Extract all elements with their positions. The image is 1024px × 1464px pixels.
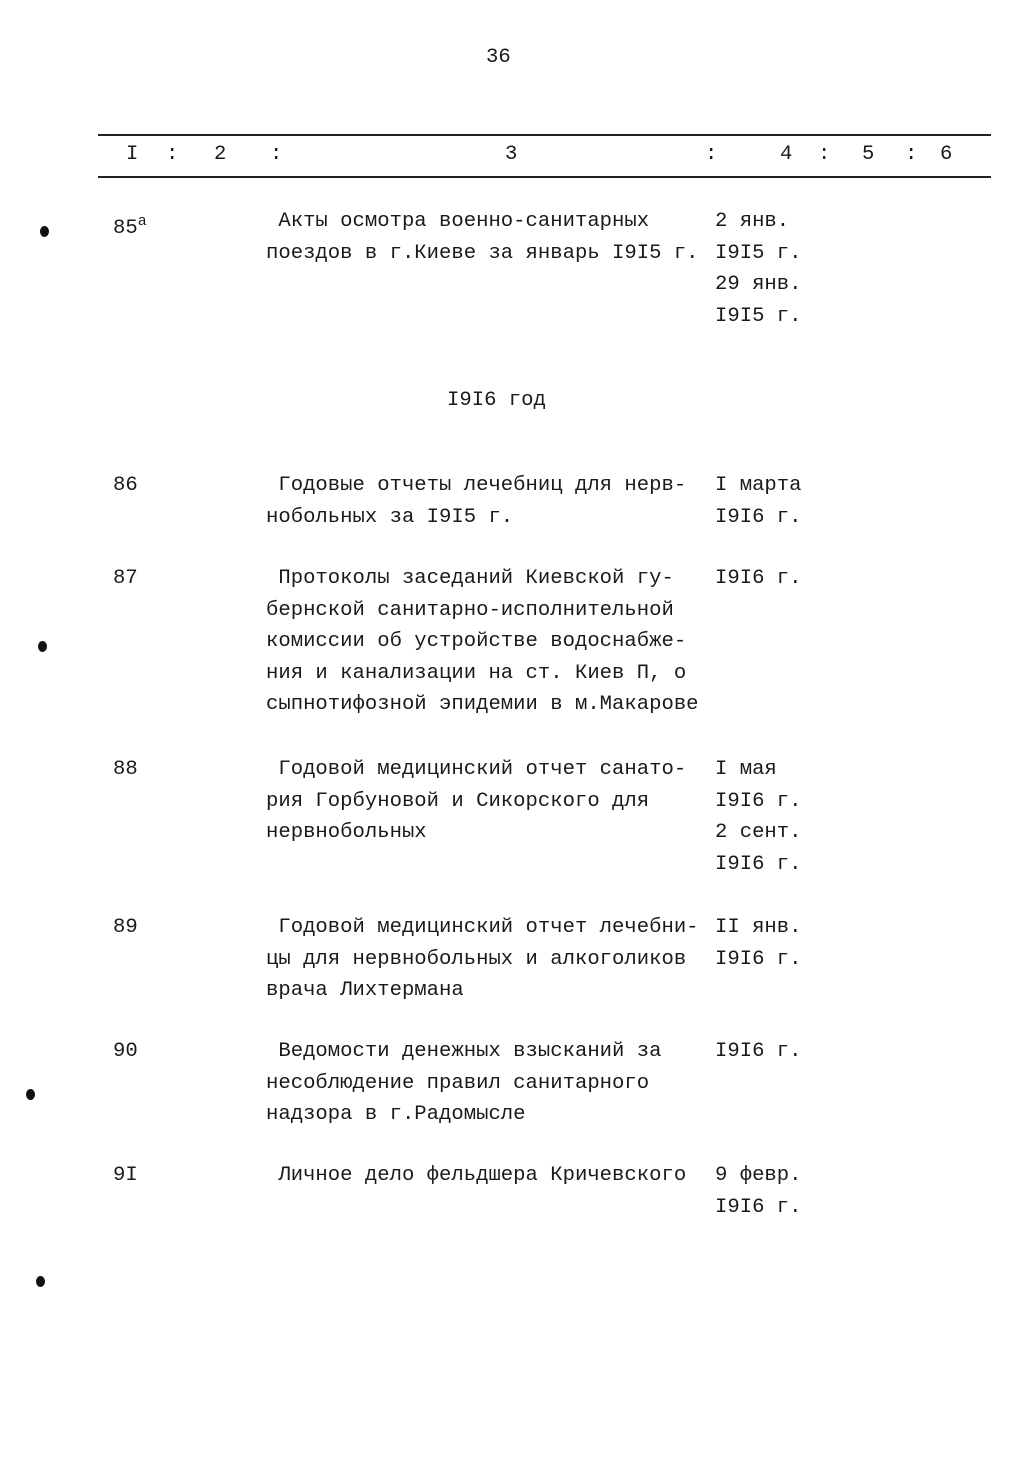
- entry-title-line: Ведомости денежных взысканий за: [266, 1040, 662, 1063]
- entry-title-line: нобольных за I9I5 г.: [266, 505, 514, 529]
- entry-date-line: I9I6 г.: [715, 789, 802, 813]
- entry-date-line: I9I6 г.: [715, 1195, 802, 1219]
- entry-number-suffix: а: [137, 213, 147, 230]
- entry-number-value: 90: [113, 1040, 138, 1063]
- entry-title-line: несоблюдение правил санитарного: [266, 1071, 650, 1095]
- entry-date-line: I9I6 г.: [715, 505, 802, 529]
- entry-number-value: 88: [113, 758, 138, 781]
- entry-date-line: I9I6 г.: [715, 852, 802, 876]
- entry-number: [113, 916, 138, 940]
- header-bottom-rule: [98, 176, 991, 178]
- punch-hole-mark: [40, 226, 49, 237]
- entry-title-line: Протоколы заседаний Киевской гу-: [266, 567, 674, 590]
- page-number: 36: [486, 46, 511, 69]
- column-separator: :: [818, 143, 831, 166]
- header-top-rule: [98, 134, 991, 136]
- punch-hole-mark: [38, 641, 47, 652]
- column-separator: :: [705, 143, 718, 166]
- entry-number-value: 86: [113, 474, 138, 497]
- entry-title-line: Акты осмотра военно-санитарных: [266, 210, 650, 233]
- entry-date-line: 2 сент.: [715, 821, 802, 844]
- entry-title-line: Годовой медицинский отчет лечебни-: [266, 916, 699, 939]
- column-separator: :: [270, 143, 283, 166]
- column-separator: :: [166, 143, 179, 166]
- column-number: 3: [505, 143, 518, 166]
- entry-title-line: Годовые отчеты лечебниц для нерв-: [266, 474, 687, 497]
- entry-title-line: цы для нервнобольных и алкоголиков: [266, 947, 687, 971]
- entry-title-line: нервнобольных: [266, 821, 427, 844]
- entry-date-line: I9I5 г.: [715, 304, 802, 328]
- entry-title-line: Годовой медицинский отчет санато-: [266, 758, 687, 781]
- entry-number: [113, 567, 138, 591]
- entry-number: [113, 1040, 138, 1064]
- entry-date-line: I9I6 г.: [715, 567, 802, 590]
- entry-date-line: I9I5 г.: [715, 241, 802, 265]
- punch-hole-mark: [26, 1089, 35, 1100]
- entry-date-line: I мая: [715, 758, 777, 781]
- entry-title-line: рия Горбуновой и Сикорского для: [266, 789, 650, 813]
- entry-date-line: II янв.: [715, 916, 802, 939]
- entry-title-line: комиссии об устройстве водоснабже-: [266, 630, 687, 653]
- column-number: 6: [940, 143, 953, 166]
- entry-number: [113, 1164, 138, 1188]
- column-number: 5: [862, 143, 875, 166]
- entry-title-line: надзора в г.Радомысле: [266, 1103, 526, 1126]
- entry-title-line: ния и канализации на ст. Киев П, о: [266, 661, 687, 685]
- column-separator: :: [905, 143, 918, 166]
- column-number: I: [126, 143, 139, 166]
- entry-date-line: 2 янв.: [715, 210, 790, 233]
- section-title: I9I6 год: [447, 389, 546, 412]
- column-number: 2: [214, 143, 227, 166]
- entry-title-line: поездов в г.Киеве за январь I9I5 г.: [266, 241, 699, 265]
- entry-date-line: I9I6 г.: [715, 947, 802, 971]
- entry-title-line: Личное дело фельдшера Кричевского: [266, 1164, 687, 1187]
- entry-date-line: I9I6 г.: [715, 1040, 802, 1063]
- punch-hole-mark: [36, 1276, 45, 1287]
- entry-number-value: 9I: [113, 1164, 138, 1187]
- entry-number: [113, 474, 138, 498]
- column-number: 4: [780, 143, 793, 166]
- entry-number-value: 89: [113, 916, 138, 939]
- entry-title-line: бернской санитарно-исполнительной: [266, 598, 674, 622]
- entry-number: [113, 210, 147, 241]
- entry-date-line: 9 февр.: [715, 1164, 802, 1187]
- entry-title-line: врача Лихтермана: [266, 979, 464, 1002]
- entry-number-value: 87: [113, 567, 138, 590]
- entry-title-line: сыпнотифозной эпидемии в м.Макарове: [266, 693, 699, 716]
- entry-number: [113, 758, 138, 782]
- entry-date-line: 29 янв.: [715, 273, 802, 296]
- entry-date-line: I марта: [715, 474, 802, 497]
- entry-number-value: 85: [113, 217, 138, 240]
